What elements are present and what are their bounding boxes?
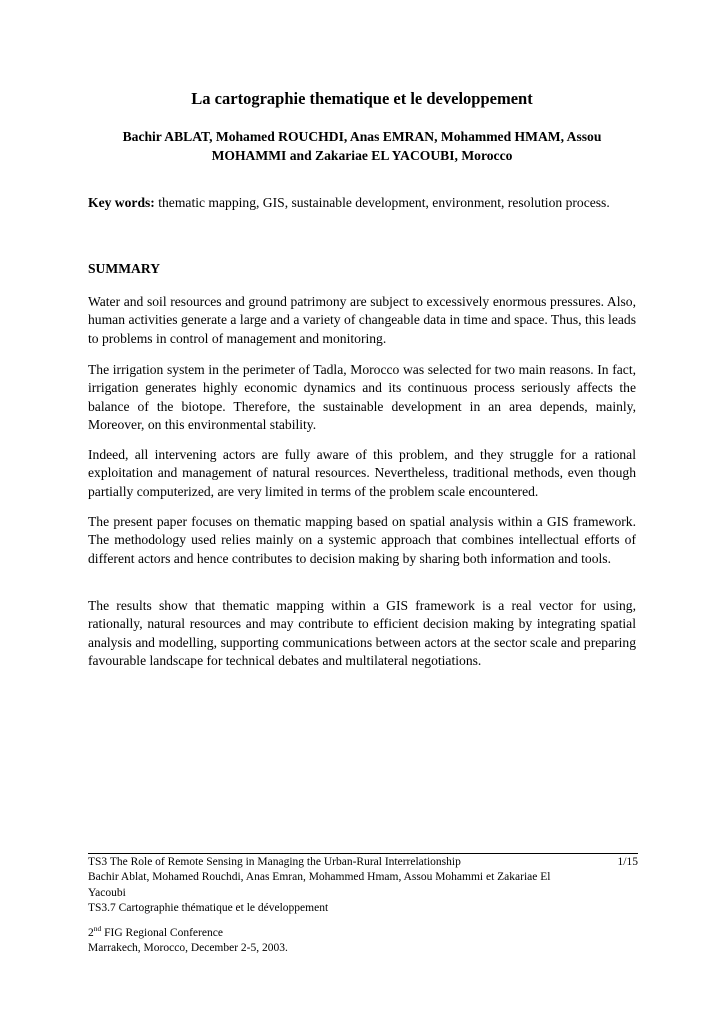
page-footer (88, 853, 638, 957)
footer-conference-name: FIG Regional Conference (101, 927, 223, 940)
keywords (88, 194, 636, 212)
author-line-1: Bachir ABLAT, Mohamed ROUCHDI, Anas EMRAN, Mohammed HMAM, Assou (122, 129, 602, 144)
keywords-label: Key words: (88, 195, 155, 210)
footer-authors: Bachir Ablat, Mohamed Rouchdi, Anas Emran, Mohammed Hmam, Assou Mohammi et Zakariae El Yacoubi (88, 871, 551, 899)
summary-heading: SUMMARY (88, 261, 161, 276)
footer-conference-ordinal: 2 (88, 927, 94, 940)
footer-paper-title: TS3.7 Cartographie thématique et le développement (88, 901, 329, 914)
paper-title: La cartographie thematique et le developpement (191, 89, 533, 108)
footer-conference (88, 926, 638, 941)
summary-paragraph-1: Water and soil resources and ground patrimony are subject to excessively enormous pressures. Also, human activities generate a large and a variety of changeable data in time and space. Thus, this leads to problems in control of management and monitoring. (88, 294, 636, 346)
summary-paragraph-5: The results show that thematic mapping within a GIS framework is a real vector for using, rationally, natural resources and may contribute to efficient decision making by integrating spatial analysis and modelling, supporting communications between actors at the sector scale and preparing favourable landscape for technical debates and multilateral negotiations. (88, 598, 636, 669)
footer-session: TS3 The Role of Remote Sensing in Managing the Urban-Rural Interrelationship (88, 856, 461, 868)
footer-session-row (88, 854, 638, 870)
summary-paragraph-2: The irrigation system in the perimeter of Tadla, Morocco was selected for two main reasons. In fact, irrigation generates highly economic dynamics and its continuous process seriously affects the balance of the biotope. Therefore, the sustainable development in an area depends, mainly, Moreover, on this environmental stability. (88, 362, 636, 433)
summary-paragraph-3: Indeed, all intervening actors are fully aware of this problem, and they struggle for a rational exploitation and management of natural resources. Nevertheless, traditional methods, even though partially computerized, are very limited in terms of the problem scale encountered. (88, 447, 636, 499)
author-list (88, 127, 636, 165)
footer-conference-sup: nd (93, 924, 102, 934)
summary-paragraph-4: The present paper focuses on thematic mapping based on spatial analysis within a GIS framework. The methodology used relies mainly on a systemic approach that combines intellectual efforts of different actors and hence contributes to decision making by sharing both information and tools. (88, 514, 636, 566)
author-line-2: MOHAMMI and Zakariae EL YACOUBI, Morocco (211, 148, 513, 163)
footer-page-number: 1/15 (617, 856, 638, 868)
keywords-text: thematic mapping, GIS, sustainable development, environment, resolution process. (154, 195, 610, 210)
footer-location-date: Marrakech, Morocco, December 2-5, 2003. (88, 942, 288, 955)
